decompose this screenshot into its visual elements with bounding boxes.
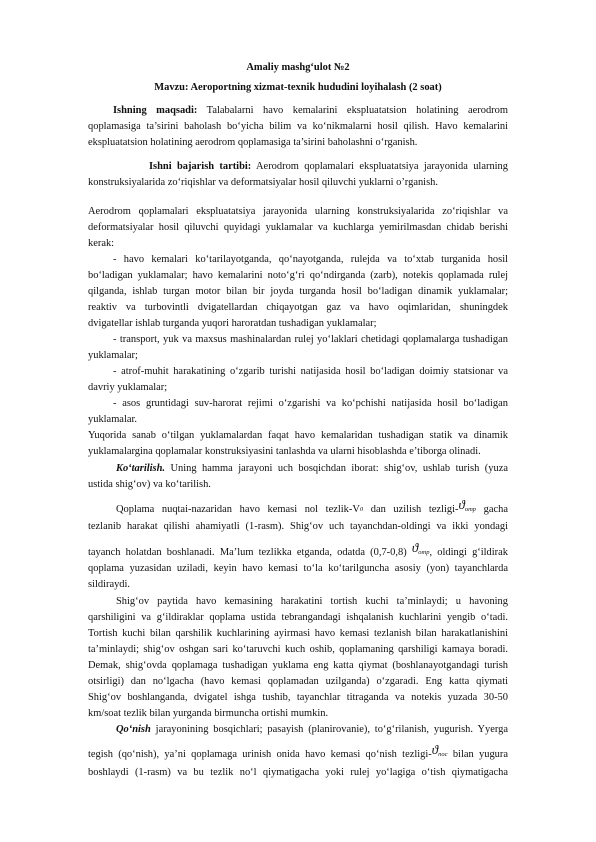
order-line-2: konstruksiyalarida zo‘riqishlar va deformatsiyalar hosil qiluvchi yuklarni o’rganish. <box>88 177 438 188</box>
bullet1-line-5: dvigatellar ishlab turganda yuqori haroratdan tushadigan yuklamalar; <box>88 318 377 329</box>
bullet3-line-1: - atrof-muhit harakatining o‘zgarib turishi natijasida hosil bo‘ladigan doimiy statsionar va <box>113 366 508 377</box>
para-q-line-3: tayanch holatdan boshlanadi. Ma’lum tezlikka etganda, odatda (0,7-0,8) ϑотр, oldingi g‘ildirak <box>88 540 509 558</box>
landing-label: Qo‘nish <box>116 724 151 735</box>
para-s-line-1: Shig‘ov paytida havo kemasining harakatini tortish kuchi ta’minlaydi; u havoning <box>116 596 508 607</box>
topic-heading: Mavzu: Aeroportning xizmat-texnik hududini loyihalash (2 soat) <box>154 82 442 93</box>
goal-line-2: qoplamasiga ta’sirini baholash bo‘yicha bilim va ko‘nikmalarni hosil qilish. Havo kemalarini <box>88 121 508 132</box>
para-s-line-4: ta’minlaydi; shig‘ov oshgan sari ko‘taruvchi kuch oshib, qoplamaning qarshiligi kamaya boradi. <box>88 644 508 655</box>
summary-line-2: yuklamalargina qoplamalar konstruksiyasini tanlashda va ularni hisoblashda e’tiborga olinadi. <box>88 446 481 457</box>
intro-line-1: Aerodrom qoplamalari ekspluatatsiya jarayonida ularning konstruksiyalarida zo‘riqishlar va <box>88 206 508 217</box>
order-line-1: Ishni bajarish tartibi: Aerodrom qoplamalari ekspluatatsiya jarayonida ularning <box>149 161 508 172</box>
order-label: Ishni bajarish tartibi: <box>149 161 252 172</box>
goal-line-1: Ishning maqsadi: Talabalarni havo kemalarini ekspluatatsion holatining aerodrom <box>113 105 508 116</box>
bullet2-line-1: - transport, yuk va maxsus mashinalardan rulej yo‘laklari chetidagi qoplamalarga tushadigan <box>113 334 508 345</box>
landing-line-1: Qo‘nish jarayonining bosqichlari; pasayish (planirovanie), to‘g‘rilanish, yugurish. Yyerga <box>116 724 508 735</box>
page-title: Amaliy mashg‘ulot №2 <box>246 62 350 73</box>
intro-line-2: deformatsiyalar hosil qiluvchi quyidagi yuklamalar va kuchlarga yemirilmasdan chidab berishi <box>88 222 508 233</box>
para-s-line-7: Shig‘ov boshlanganda, dvigatel ishga tushib, tayanchlar titraganda va notekis yuzada 30-50 <box>88 692 508 703</box>
theta-symbol: ϑ <box>458 497 465 512</box>
para-s-line-8: km/soat tezlik bilan yurganda birmuncha ortishi mumkin. <box>88 708 329 719</box>
summary-line-1: Yuqorida sanab o‘tilgan yuklamalardan faqat havo kemalaridan tushadigan statik va dinamik <box>88 430 508 441</box>
bullet3-line-2: davriy yuklamalar; <box>88 382 168 393</box>
bullet2-line-2: yuklamalar; <box>88 350 138 361</box>
para-q-line-1: Qoplama nuqtai-nazaridan havo kemasi nol tezlik-V0 dan uzilish tezligi-ϑотр gacha <box>116 497 509 515</box>
takeoff-line-1: Ko‘tarilish. Uning hamma jarayoni uch bosqichdan iborat: shig‘ov, ushlab turish (yuza <box>116 463 508 474</box>
bullet1-line-3: qilganda, ishlab turgan motor bilan bir joyda turganda hosil bo‘ladigan dinamik yuklamalar; <box>88 286 508 297</box>
takeoff-line-2: ustida shig‘ov) va ko‘tarilish. <box>88 479 211 490</box>
bullet4-line-2: yuklamalar. <box>88 414 137 425</box>
landing-line-3: boshlaydi (1-rasm) va bu tezlik no‘l qiymatigacha yoki rulej yo‘lagiga o‘tish qiymatigacha <box>88 767 508 778</box>
bullet4-line-1: - asos gruntidagi suv-harorat rejimi o‘zgarishi va ko‘pchishi natijasida hosil bo‘ladigan <box>113 398 508 409</box>
para-q-line-5: sildiraydi. <box>88 579 131 590</box>
intro-line-3: kerak: <box>88 238 115 249</box>
landing-line-2: tegish (qo‘nish), ya’ni qoplamaga urinish onida havo kemasi qo‘nish tezligi-ϑпос bilan yugura <box>88 742 509 760</box>
bullet1-line-2: bo‘ladigan yuklamalar; havo kemalarini noto‘g‘ri qo‘ndirganda (zarb), notekis qoplamada rulej <box>88 270 508 281</box>
bullet1-line-4: reaktiv va turbovintli dvigatellardan chiqayotgan gaz va havo oqimlaridan, shuningdek <box>88 302 508 313</box>
theta-symbol: ϑ <box>431 742 439 757</box>
para-s-line-6: otsirligi) dan no‘lgacha (havo kemasi qoplamadan uzilganda) o‘zgaradi. Eng katta qiymati <box>88 676 508 687</box>
goal-label: Ishning maqsadi: <box>113 105 198 116</box>
bullet1-line-1: - havo kemalari ko‘tarilayotganda, qo‘nayotganda, rulejda va to‘xtab turganida hosil <box>113 254 508 265</box>
para-s-line-3: Tortish kuchi bilan qarshilik kuchlarining ayirmasi havo kemasi tezlanish bilan harakatlanishini <box>88 628 508 639</box>
para-s-line-5: Demak, shig‘ovda qoplamaga tushadigan yuklama eng katta qiymat (boshlanayotgandagi turish <box>88 660 508 671</box>
takeoff-label: Ko‘tarilish. <box>116 463 166 474</box>
para-q-line-2: tezlanib harakat qilishi ahamiyatli (1-rasm). Shig‘ov uch tayanchdan-oldingi va ikki yondagi <box>88 521 508 532</box>
para-s-line-2: qarshiligini va g‘ildiraklar qoplama ustida tebrangandagi ishqalanish kuchlarini yengib o‘tadi. <box>88 612 508 623</box>
goal-line-3: ekspluatatsion holatining aerodrom qoplamasiga ta’sirini baholashni o‘rganish. <box>88 137 418 148</box>
para-q-line-4: qoplama yuzasidan uziladi, keyin havo kemasi to‘la ko‘tarilguncha asosiy (yon) tayanchlarda <box>88 563 508 574</box>
theta-symbol: ϑ <box>411 540 419 555</box>
